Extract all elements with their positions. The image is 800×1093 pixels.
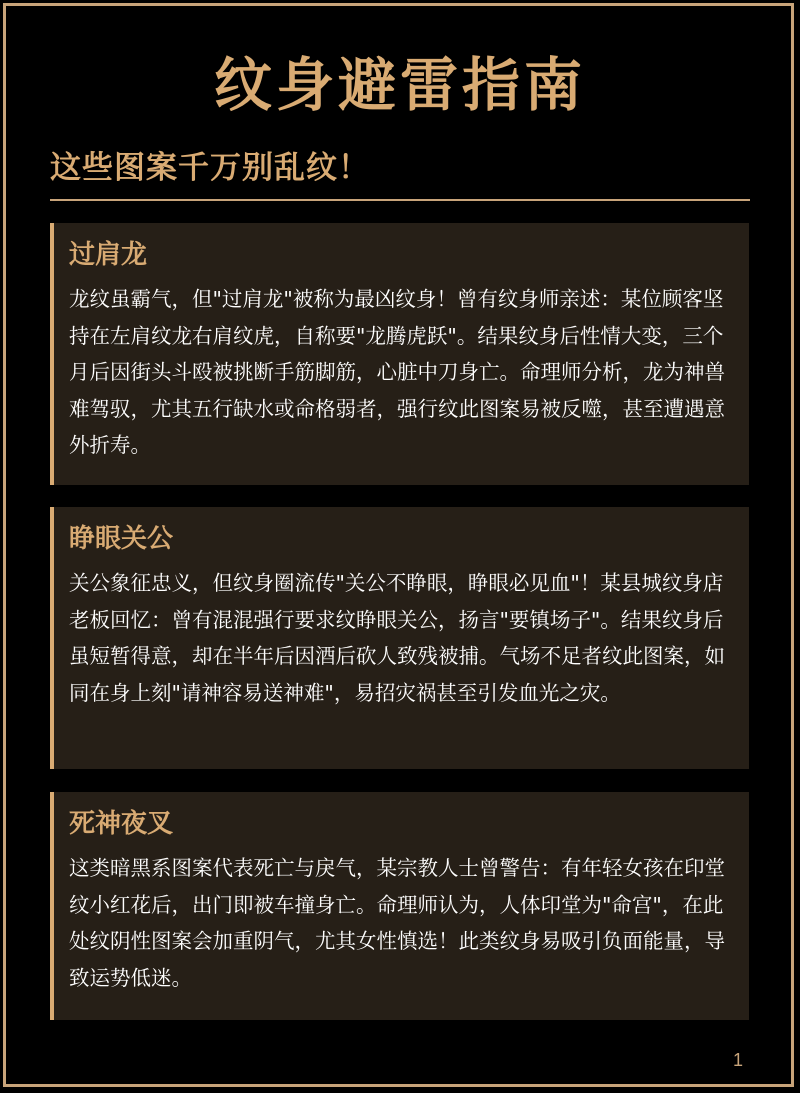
card-body: 关公象征忠义，但纹身圈流传"关公不睁眼，睁眼必见血"！某县城纹身店老板回忆：曾有混混强行要求纹睁眼关公，扬言"要镇场子"。结果纹身后虽短暂得意，却在半年后因酒后砍人致残被捕。气场不足者纹此图案，如同在身上刻"请神容易送神难"，易招灾祸甚至引发血光之灾。 <box>69 571 725 705</box>
page-number: 1 <box>733 1050 744 1070</box>
card-title: 睁眼关公 <box>69 524 174 554</box>
page-subtitle: 这些图案千万别乱纹！ <box>50 150 370 186</box>
card-body: 龙纹虽霸气，但"过肩龙"被称为最凶纹身！曾有纹身师亲述：某位顾客坚持在左肩纹龙右肩纹虎，自称要"龙腾虎跃"。结果纹身后性情大变，三个月后因街头斗殴被挑断手筋脚筋，心脏中刀身亡。命理师分析，龙为神兽难驾驭，尤其五行缺水或命格弱者，强行纹此图案易被反噬，甚至遭遇意外折寿。 <box>69 287 725 457</box>
card-guojianlong <box>50 223 749 485</box>
card-sishen-yecha <box>50 792 749 1020</box>
page-title: 纹身避雷指南 <box>213 51 586 119</box>
card-title: 过肩龙 <box>69 240 148 270</box>
card-title: 死神夜叉 <box>69 809 174 839</box>
title-divider <box>50 199 750 201</box>
card-body: 这类暗黑系图案代表死亡与戾气，某宗教人士曾警告：有年轻女孩在印堂纹小红花后，出门即被车撞身亡。命理师认为，人体印堂为"命宫"，在此处纹阴性图案会加重阴气，尤其女性慎选！此类纹身易吸引负面能量，导致运势低迷。 <box>69 856 725 990</box>
card-zhengyan-guangong <box>50 507 749 769</box>
